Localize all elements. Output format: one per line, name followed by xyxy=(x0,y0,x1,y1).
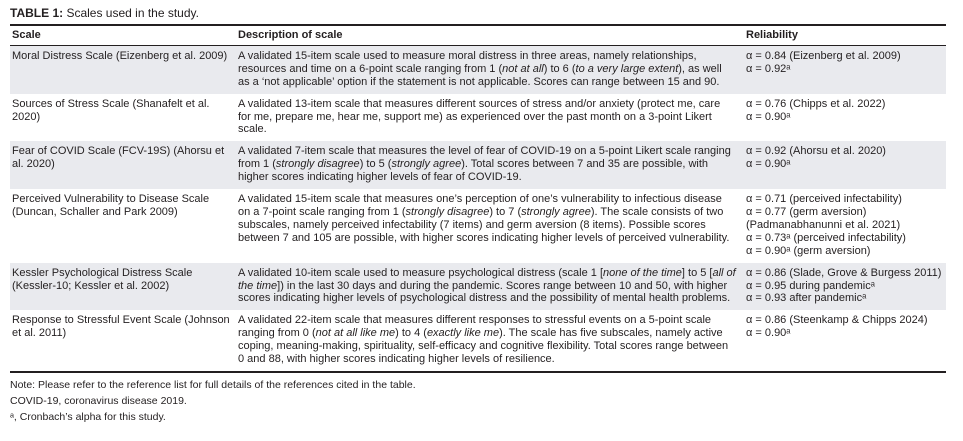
scale-name: Moral Distress Scale (Eizenberg et al. 2009) xyxy=(10,45,236,93)
note-references: Note: Please refer to the reference list for full details of the references cited in the table. xyxy=(10,378,416,391)
scale-description xyxy=(236,263,744,311)
scale-name: Fear of COVID Scale (FCV-19S) (Ahorsu et al. 2020) xyxy=(10,141,236,189)
table-notes xyxy=(10,379,946,423)
scale-reliability xyxy=(744,263,946,311)
scale-description xyxy=(236,189,744,263)
scale-name: Response to Stressful Event Scale (Johnson et al. 2011) xyxy=(12,314,230,340)
table-row xyxy=(10,310,946,372)
description-italic-segment: not at all like me xyxy=(315,327,396,340)
scale-reliability xyxy=(744,141,946,189)
scales-table xyxy=(10,24,946,373)
scale-description xyxy=(236,310,744,372)
description-segment: ] to 5 [ xyxy=(681,266,713,279)
reliability-line: (Padmanabhanunni et al. 2021) xyxy=(746,218,901,231)
reliability-line: α = 0.86 (Slade, Grove & Burgess 2011) xyxy=(746,266,942,279)
scale-reliability xyxy=(744,94,946,142)
description-italic-segment: all of the time xyxy=(238,266,736,292)
scale-reliability xyxy=(744,189,946,263)
description-segment: A validated 15-item scale used to measure moral distress in three areas, namely relationships, resources and time on a 6-point scale ranging from 1 ( xyxy=(238,49,697,75)
scale-name: Sources of Stress Scale (Shanafelt et al. 2020) xyxy=(12,97,210,123)
reliability-line: α = 0.92 (Ahorsu et al. 2020) xyxy=(746,145,886,158)
description-segment: A validated 10-item scale used to measure psychological distress (scale 1 [ xyxy=(238,266,604,279)
description-italic-segment: strongly agree xyxy=(391,158,462,171)
header-description: Description of scale xyxy=(236,25,744,45)
reliability-line: α = 0.92ᵃ xyxy=(746,62,791,75)
table-caption-text: Scales used in the study. xyxy=(63,6,199,20)
scale-description xyxy=(236,94,744,142)
reliability-line: α = 0.93 after pandemicᵃ xyxy=(746,292,867,305)
description-segment: ) to 7 ( xyxy=(489,205,522,218)
description-segment: A validated 7-item scale that measures the level of fear of COVID-19 on a 5-point Likert scale ranging from 1 ( xyxy=(238,145,731,171)
reliability-line: α = 0.90ᵃ xyxy=(746,110,791,123)
table-row xyxy=(10,263,946,311)
description-segment: ). The scale has five subscales, namely active coping, meaning-making, spirituality, self-efficacy and cognitive flexibility. Total scores range between 0 and 88, with higher scores indicating higher levels of resilience. xyxy=(238,327,729,366)
reliability-line: α = 0.71 (perceived infectability) xyxy=(746,193,902,206)
table-row xyxy=(10,45,946,93)
reliability-line: α = 0.90ᵃ (germ aversion) xyxy=(746,244,871,257)
scale-name: Kessler Psychological Distress Scale (Kessler-10; Kessler et al. 2002) xyxy=(10,263,236,311)
table-header-row xyxy=(10,25,946,45)
note-superscript: ᵃ, Cronbach’s alpha for this study. xyxy=(10,410,166,423)
reliability-line: α = 0.73ᵃ (perceived infectability) xyxy=(746,231,906,244)
header-scale: Scale xyxy=(10,25,236,45)
reliability-line: α = 0.86 (Steenkamp & Chipps 2024) xyxy=(746,314,928,327)
description-italic-segment: not at all xyxy=(502,62,544,75)
scale-description xyxy=(236,141,744,189)
table-container xyxy=(10,6,946,427)
table-caption xyxy=(10,6,946,21)
table-row xyxy=(10,141,946,189)
note-abbreviation: COVID-19, coronavirus disease 2019. xyxy=(10,394,187,407)
description-segment: A validated 13-item scale that measures different sources of stress and/or anxiety (protect me, care for me, prepare me, hear me, support me) as experienced over the past month on a 3-point Likert scale. xyxy=(238,97,721,136)
table-row xyxy=(10,189,946,263)
reliability-line: α = 0.77 (germ aversion) xyxy=(746,205,867,218)
description-segment: ) to 5 ( xyxy=(359,158,392,171)
description-segment: ). Total scores between 7 and 35 are possible, with higher scores indicating higher levels of fear of COVID-19. xyxy=(238,158,709,184)
description-segment: ) to 4 ( xyxy=(395,327,427,340)
scale-name: Perceived Vulnerability to Disease Scale (Duncan, Schaller and Park 2009) xyxy=(12,193,210,218)
description-segment: ), as well as a ‘not applicable’ option if the statement is not applicable. Scores can range between 15 and 90. xyxy=(238,62,722,88)
description-italic-segment: strongly agree xyxy=(521,205,591,218)
description-segment: ]) in the last 30 days and during the pandemic. Scores range between 10 and 50, with higher scores indicating higher levels of psychological distress and the possibility of mental health problems. xyxy=(238,279,731,305)
reliability-line: α = 0.95 during pandemicᵃ xyxy=(746,279,875,292)
reliability-line: α = 0.76 (Chipps et al. 2022) xyxy=(746,97,886,110)
description-segment: ). The scale consists of two subscales, namely perceived infectability (7 items) and germ aversion (8 items). Possible scores between 7 and 105 are possible, with higher scores indicating higher levels of perceived vulnerability. xyxy=(238,205,730,244)
table-caption-label: TABLE 1: xyxy=(10,6,64,20)
reliability-line: α = 0.90ᵃ xyxy=(746,327,791,340)
description-segment: ) to 6 ( xyxy=(543,62,576,75)
scale-reliability xyxy=(744,310,946,372)
scale-description xyxy=(236,45,744,93)
header-reliability: Reliability xyxy=(744,25,946,45)
description-italic-segment: none of the time xyxy=(603,266,682,279)
table-row xyxy=(10,94,946,142)
reliability-line: α = 0.84 (Eizenberg et al. 2009) xyxy=(746,49,901,62)
description-italic-segment: exactly like me xyxy=(426,327,500,340)
description-segment: A validated 22-item scale that measures different responses to stressful events on a 5-point scale ranging from 0 ( xyxy=(238,314,712,340)
description-italic-segment: strongly disagree xyxy=(275,158,360,171)
reliability-line: α = 0.90ᵃ xyxy=(746,158,791,171)
description-segment: A validated 15-item scale that measures one’s perception of one’s vulnerability to infectious disease on a 7-point scale ranging from 1 ( xyxy=(238,193,722,218)
scale-reliability xyxy=(744,45,946,93)
description-italic-segment: strongly disagree xyxy=(405,205,490,218)
description-italic-segment: to a very large extent xyxy=(575,62,679,75)
